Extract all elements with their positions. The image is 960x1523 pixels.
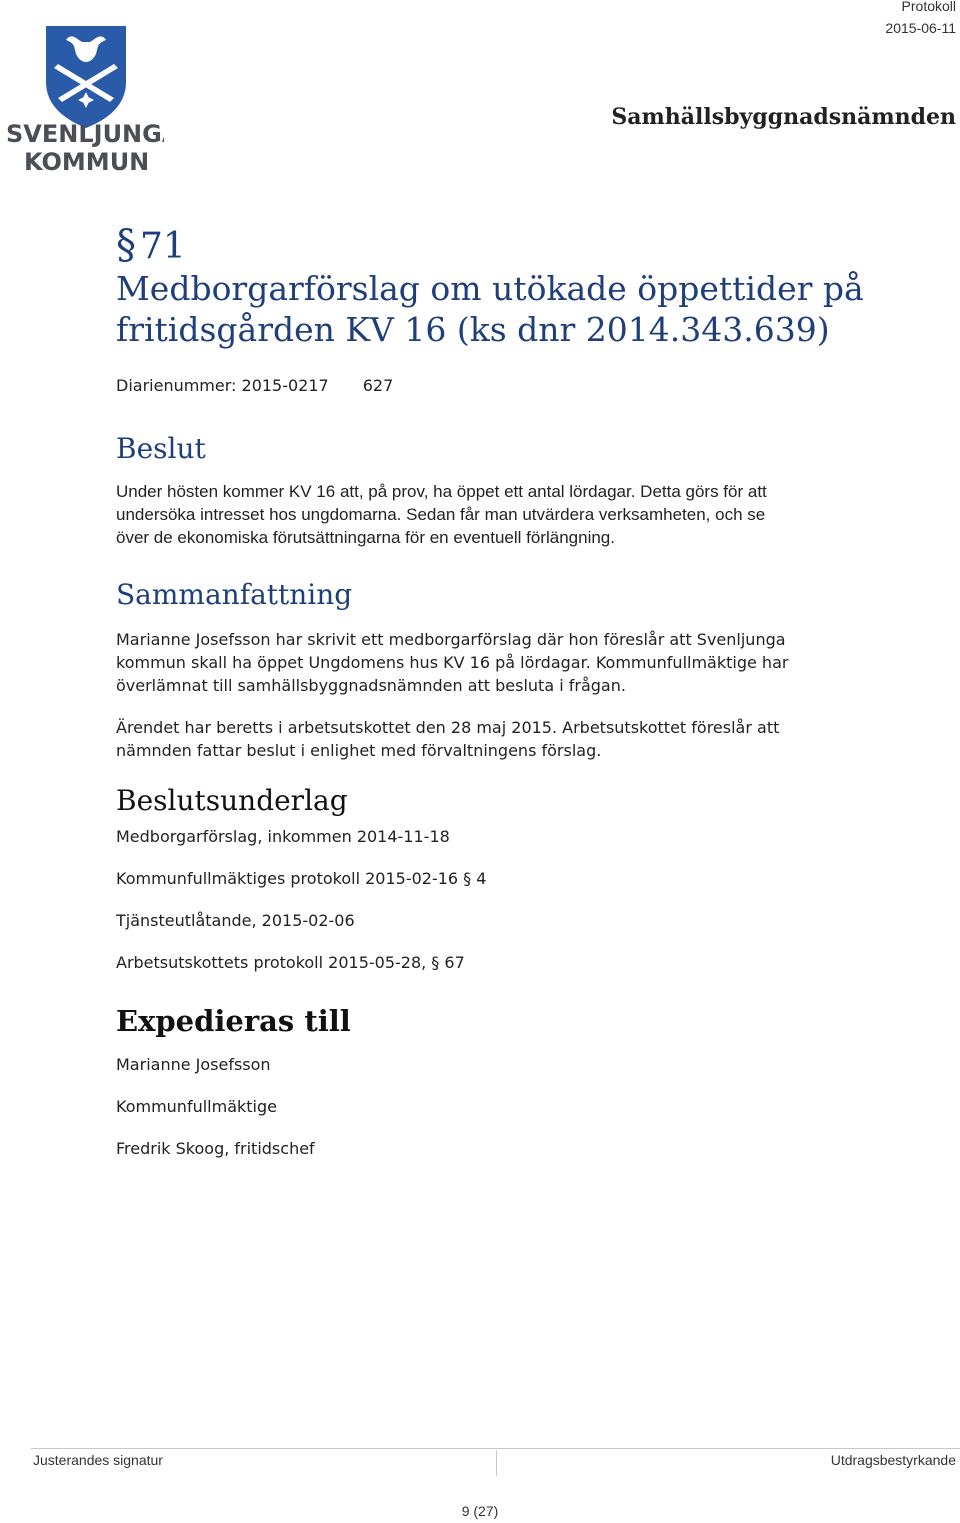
paragraph-number-line xyxy=(116,224,836,268)
expedieras-heading: Expedieras till xyxy=(116,1004,351,1038)
footer-column-divider xyxy=(496,1450,497,1476)
signature-label: Justerandes signatur xyxy=(33,1452,163,1468)
beslut-line: Under hösten kommer KV 16 att, på prov, ha öppet ett antal lördagar. Detta görs för att xyxy=(116,482,767,501)
sammanfattning-line: Ärendet har beretts i arbetsutskottet den 28 maj 2015. Arbetsutskottet föreslår att xyxy=(116,718,780,737)
diary-number xyxy=(116,376,393,395)
sammanfattning-paragraph-1 xyxy=(116,628,876,697)
document-type: Protokoll xyxy=(901,0,956,14)
recipient-item: Kommunfullmäktige xyxy=(116,1097,277,1116)
beslut-line: över de ekonomiska förutsättningarna för en eventuell förlängning. xyxy=(116,528,615,547)
coat-of-arms-icon xyxy=(4,20,164,172)
underlag-item: Kommunfullmäktiges protokoll 2015-02-16 § 4 xyxy=(116,869,487,888)
municipality-logo xyxy=(4,20,164,172)
sammanfattning-line: nämnden fattar beslut i enlighet med förvaltningens förslag. xyxy=(116,741,602,760)
sammanfattning-paragraph-2 xyxy=(116,716,876,762)
beslut-text xyxy=(116,480,876,549)
section-heading xyxy=(116,222,864,350)
case-title xyxy=(116,268,864,350)
sammanfattning-heading: Sammanfattning xyxy=(116,578,353,611)
diary-number-label: Diarienummer: 2015-0217 xyxy=(116,376,329,395)
paragraph-number: 71 xyxy=(140,226,186,267)
sammanfattning-line: kommun skall ha öppet Ungdomens hus KV 16 på lördagar. Kommunfullmäktige har xyxy=(116,653,789,672)
case-title-line: fritidsgården KV 16 (ks dnr 2014.343.639) xyxy=(116,310,830,349)
certification-label: Utdragsbestyrkande xyxy=(830,1452,956,1468)
underlag-item: Tjänsteutlåtande, 2015-02-06 xyxy=(116,911,355,930)
logo-text-line2: KOMMUN xyxy=(24,148,150,172)
underlag-item: Arbetsutskottets protokoll 2015-05-28, § 67 xyxy=(116,953,465,972)
footer-divider xyxy=(31,1448,960,1449)
recipient-item: Marianne Josefsson xyxy=(116,1055,271,1074)
sammanfattning-line: överlämnat till samhällsbyggnadsnämnden att besluta i frågan. xyxy=(116,676,626,695)
committee-name: Samhällsbyggnadsnämnden xyxy=(611,104,956,130)
beslut-heading: Beslut xyxy=(116,432,206,465)
beslut-line: undersöka intresset hos ungdomarna. Sedan får man utvärdera verksamheten, och se xyxy=(116,505,766,524)
paragraph-sign: § xyxy=(116,222,136,268)
document-date: 2015-06-11 xyxy=(885,20,956,36)
underlag-item: Medborgarförslag, inkommen 2014-11-18 xyxy=(116,827,450,846)
sammanfattning-line: Marianne Josefsson har skrivit ett medborgarförslag där hon föreslår att Svenljunga xyxy=(116,630,786,649)
recipient-item: Fredrik Skoog, fritidschef xyxy=(116,1139,315,1158)
case-title-line: Medborgarförslag om utökade öppettider på xyxy=(116,269,864,308)
page-number: 9 (27) xyxy=(461,1503,499,1519)
logo-text-line1: SVENLJUNGA xyxy=(6,120,164,148)
diary-code: 627 xyxy=(362,376,394,395)
beslutsunderlag-heading: Beslutsunderlag xyxy=(116,784,348,817)
